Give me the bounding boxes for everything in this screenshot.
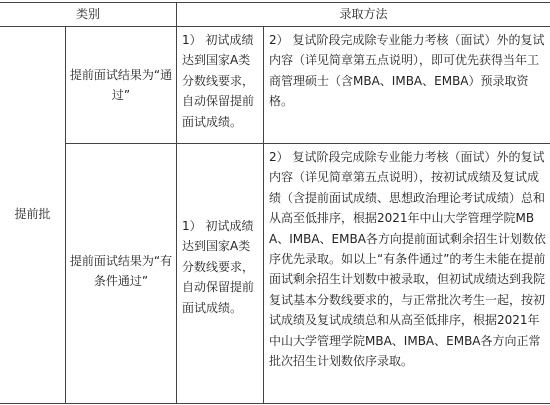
table-top-border <box>0 2 550 3</box>
row-divider <box>65 143 550 144</box>
batch-label: 提前批 <box>14 207 51 221</box>
row-1-category: 提前面试结果为“通过” <box>69 68 173 103</box>
row-1-method-a: 1） 初试成绩达到国家A类分数线要求，自动保留提前面试成绩。 <box>182 33 255 129</box>
method-column-divider <box>263 26 264 404</box>
table-bottom-border <box>0 403 550 404</box>
row-2-method-a: 1） 初试成绩达到国家A类分数线要求，自动保留提前面试成绩。 <box>182 219 255 315</box>
row-2-category: 提前面试结果为“有条件通过” <box>69 254 173 289</box>
row-1-method-b: 2） 复试阶段完成除专业能力考核（面试）外的复试内容（详见简章第五点说明），即可优先获得当年工商管理硕士（含MBA、IMBA、EMBA）预录取资格。 <box>269 33 545 109</box>
header-category: 类别 <box>75 7 100 21</box>
header-bottom-border <box>0 26 550 27</box>
row-2-method-b: 2） 复试阶段完成除专业能力考核（面试）外的复试内容（详见简章第五点说明），按初试成绩及复试成绩（含提前面试成绩、思想政治理论考试成绩）总和从高至低排序，根据2021年中山大学管理学院MBA、IMBA、EMBA各方向提前面试剩余招生计划数依序优先录取。如以上“有条件通过”的考生未能在提前面试剩余招生计划数中被录取，但初试成绩达到我院复试基本分数线要求的，与正常批次考生一起，按初试成绩及复试成绩总和从高至低排序，根据2021年中山大学管理学院MBA、IMBA、EMBA各方向正常批次招生计划数依序录取。 <box>269 150 546 369</box>
header-method: 录取方法 <box>339 7 388 21</box>
category-column-divider <box>176 2 177 404</box>
